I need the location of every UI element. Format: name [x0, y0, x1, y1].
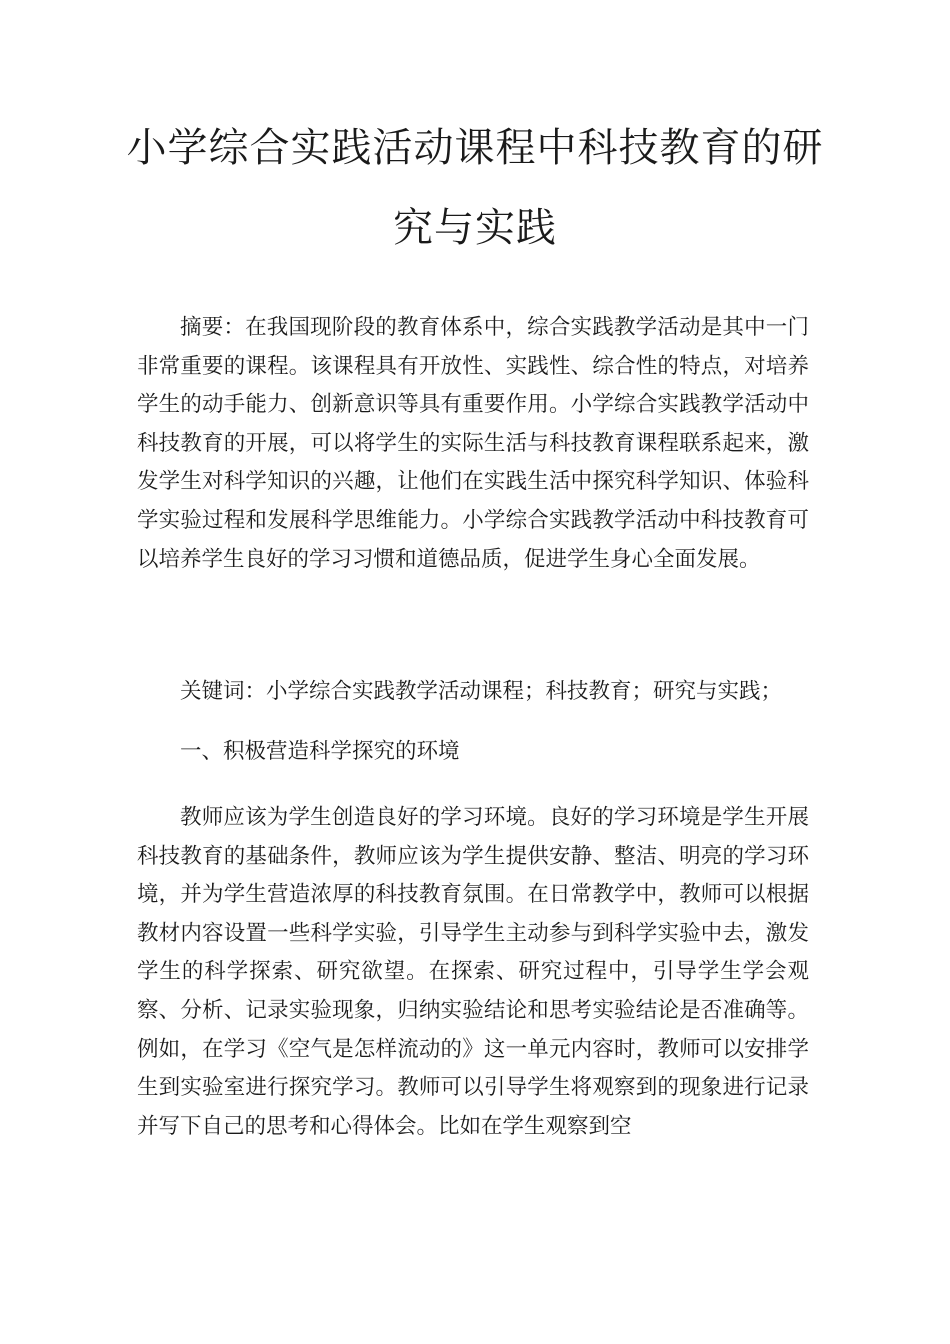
- section-body-paragraph: 教师应该为学生创造良好的学习环境。良好的学习环境是学生开展科技教育的基础条件，教师应该为学生提供安静、整洁、明亮的学习环境，并为学生营造浓厚的科技教育氛围。在日常教学中，教师可以根据教材内容设置一些科学实验，引导学生主动参与到科学实验中去，激发学生的科学探索、研究欲望。在探索、研究过程中，引导学生学会观察、分析、记录实验现象，归纳实验结论和思考实验结论是否准确等。例如，在学习《空气是怎样流动的》这一单元内容时，教师可以安排学生到实验室进行探究学习。教师可以引导学生将观察到的现象进行记录并写下自己的思考和心得体会。比如在学生观察到空: [137, 805, 809, 1139]
- keywords-paragraph: 关键词：小学综合实践教学活动课程；科技教育；研究与实践；: [180, 679, 783, 704]
- section-heading: 一、积极营造科学探究的环境: [180, 739, 460, 764]
- abstract-paragraph: 摘要：在我国现阶段的教育体系中，综合实践教学活动是其中一门非常重要的课程。该课程具有开放性、实践性、综合性的特点，对培养学生的动手能力、创新意识等具有重要作用。小学综合实践教学活动中科技教育的开展，可以将学生的实际生活与科技教育课程联系起来，激发学生对科学知识的兴趣，让他们在实践生活中探究科学知识、体验科学实验过程和发展科学思维能力。小学综合实践教学活动中科技教育可以培养学生良好的学习习惯和道德品质，促进学生身心全面发展。: [137, 315, 809, 572]
- document-title: 小学综合实践活动课程中科技教育的研究与实践: [126, 125, 824, 251]
